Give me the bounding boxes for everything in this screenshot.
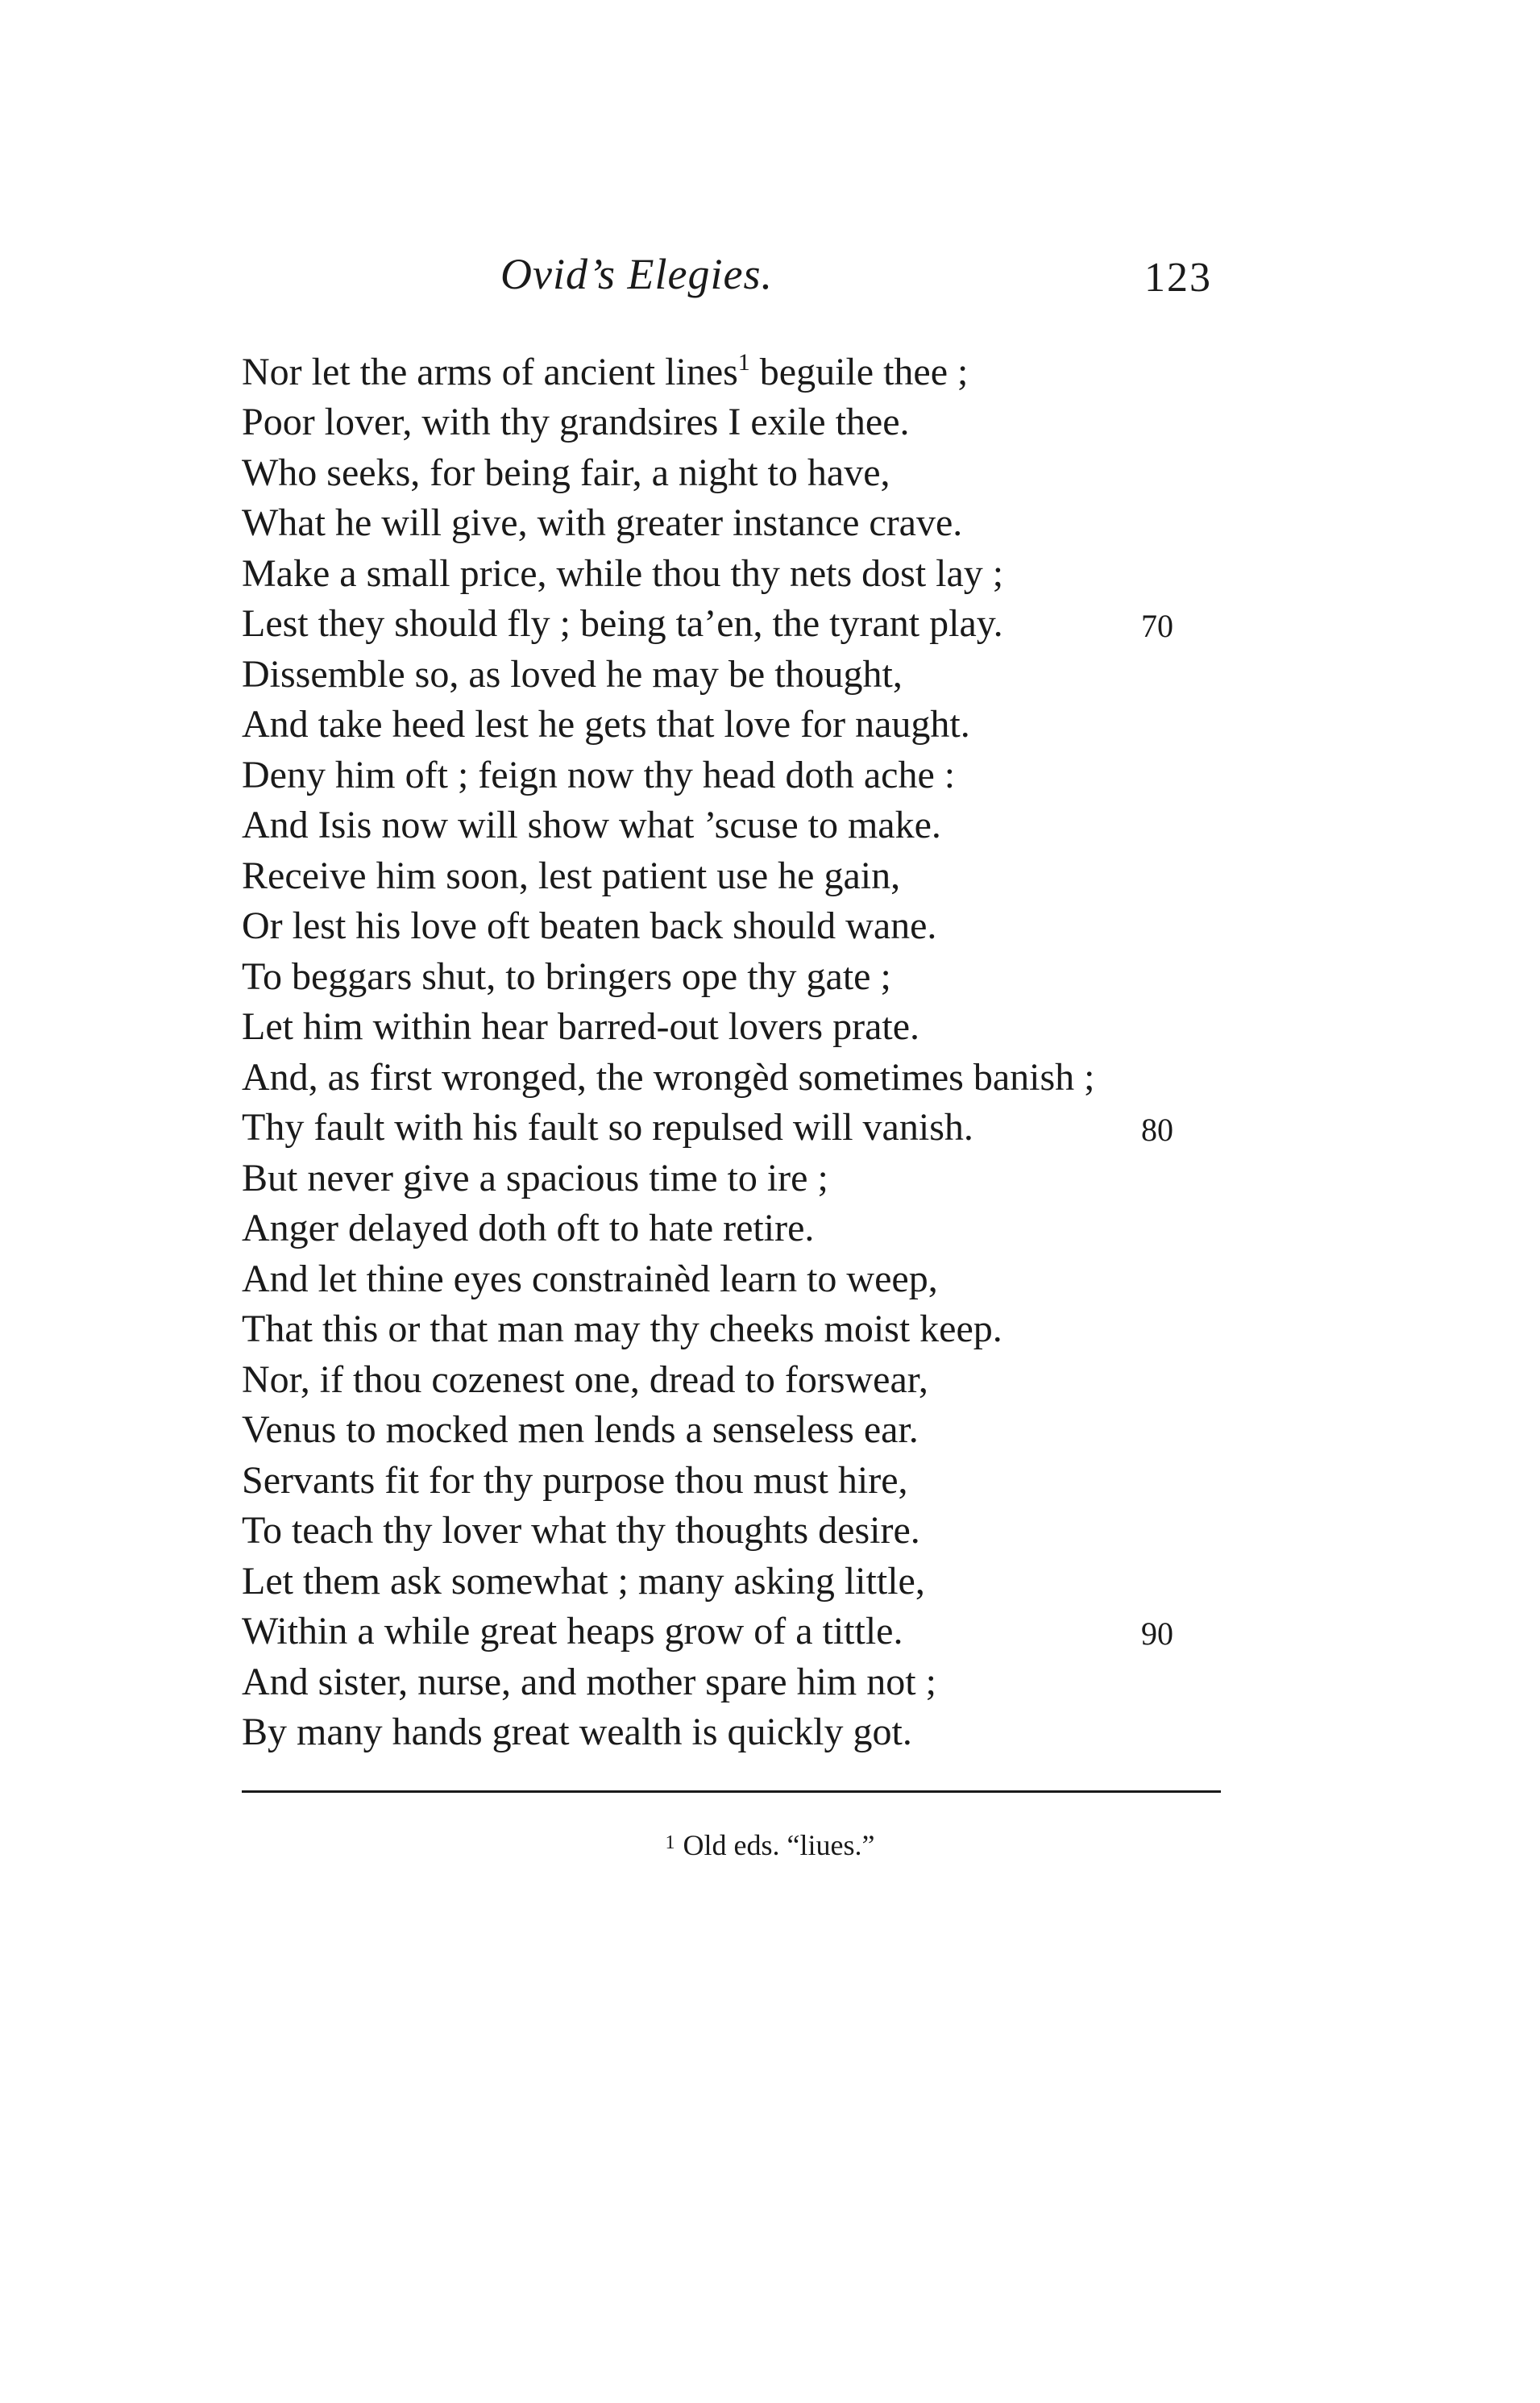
verse-line: Receive him soon, lest patient use he gain,: [242, 854, 901, 897]
running-title: Ovid’s Elegies.: [500, 250, 773, 298]
footnote: [0, 1823, 1540, 1865]
verse-line: Within a while great heaps grow of a tittle.: [242, 1610, 903, 1653]
verse-line: But never give a spacious time to ire ;: [242, 1157, 828, 1199]
footnote-marker: 1: [665, 1832, 675, 1853]
verse-line: And let thine eyes constrainèd learn to weep,: [242, 1258, 938, 1300]
page-number: 123: [1144, 255, 1212, 301]
verse-line: Deny him oft ; feign now thy head doth ache :: [242, 754, 956, 796]
verse-line: Servants fit for thy purpose thou must hire,: [242, 1459, 908, 1502]
line-number: 90: [1141, 1615, 1173, 1652]
footnote-rule: [242, 1790, 1221, 1793]
verse-line: Or lest his love oft beaten back should wane.: [242, 904, 937, 947]
verse-line: Lest they should fly ; being ta’en, the tyrant play.: [242, 602, 1003, 645]
verse-line: Make a small price, while thou thy nets dost lay ;: [242, 552, 1004, 595]
verse-line: Venus to mocked men lends a senseless ear.: [242, 1408, 919, 1451]
verse-line: By many hands great wealth is quickly got.: [242, 1711, 912, 1753]
footnote-reference: 1: [737, 349, 750, 376]
verse-line: To beggars shut, to bringers ope thy gate ;: [242, 955, 891, 998]
verse-line: And take heed lest he gets that love for naught.: [242, 703, 970, 746]
line-number: 80: [1141, 1112, 1173, 1148]
verse-line: Let him within hear barred-out lovers prate.: [242, 1005, 920, 1048]
verse-line: Anger delayed doth oft to hate retire.: [242, 1207, 815, 1249]
verse-line: Who seeks, for being fair, a night to have,: [242, 451, 890, 494]
verse-line: Dissemble so, as loved he may be thought,: [242, 653, 903, 696]
verse-line: What he will give, with greater instance crave.: [242, 501, 963, 544]
verse-line: And sister, nurse, and mother spare him not ;: [242, 1661, 936, 1703]
verse-line: Let them ask somewhat ; many asking little,: [242, 1560, 925, 1603]
verse-line: Thy fault with his fault so repulsed will vanish.: [242, 1106, 973, 1149]
verse-line: And Isis now will show what ’scuse to make.: [242, 804, 941, 846]
footnote-text: Old eds. “liues.”: [683, 1829, 875, 1861]
verse-line: And, as first wronged, the wrongèd sometimes banish ;: [242, 1056, 1095, 1099]
verse-line: To teach thy lover what thy thoughts desire.: [242, 1509, 920, 1552]
verse-line: Nor let the arms of ancient lines$^1$ beguile thee ;: [242, 349, 969, 393]
verse-line: That this or that man may thy cheeks moist keep.: [242, 1308, 1002, 1350]
verse-line: Nor, if thou cozenest one, dread to forswear,: [242, 1358, 928, 1401]
verse-line: Poor lover, with thy grandsires I exile thee.: [242, 401, 910, 443]
line-number: 70: [1141, 608, 1173, 644]
